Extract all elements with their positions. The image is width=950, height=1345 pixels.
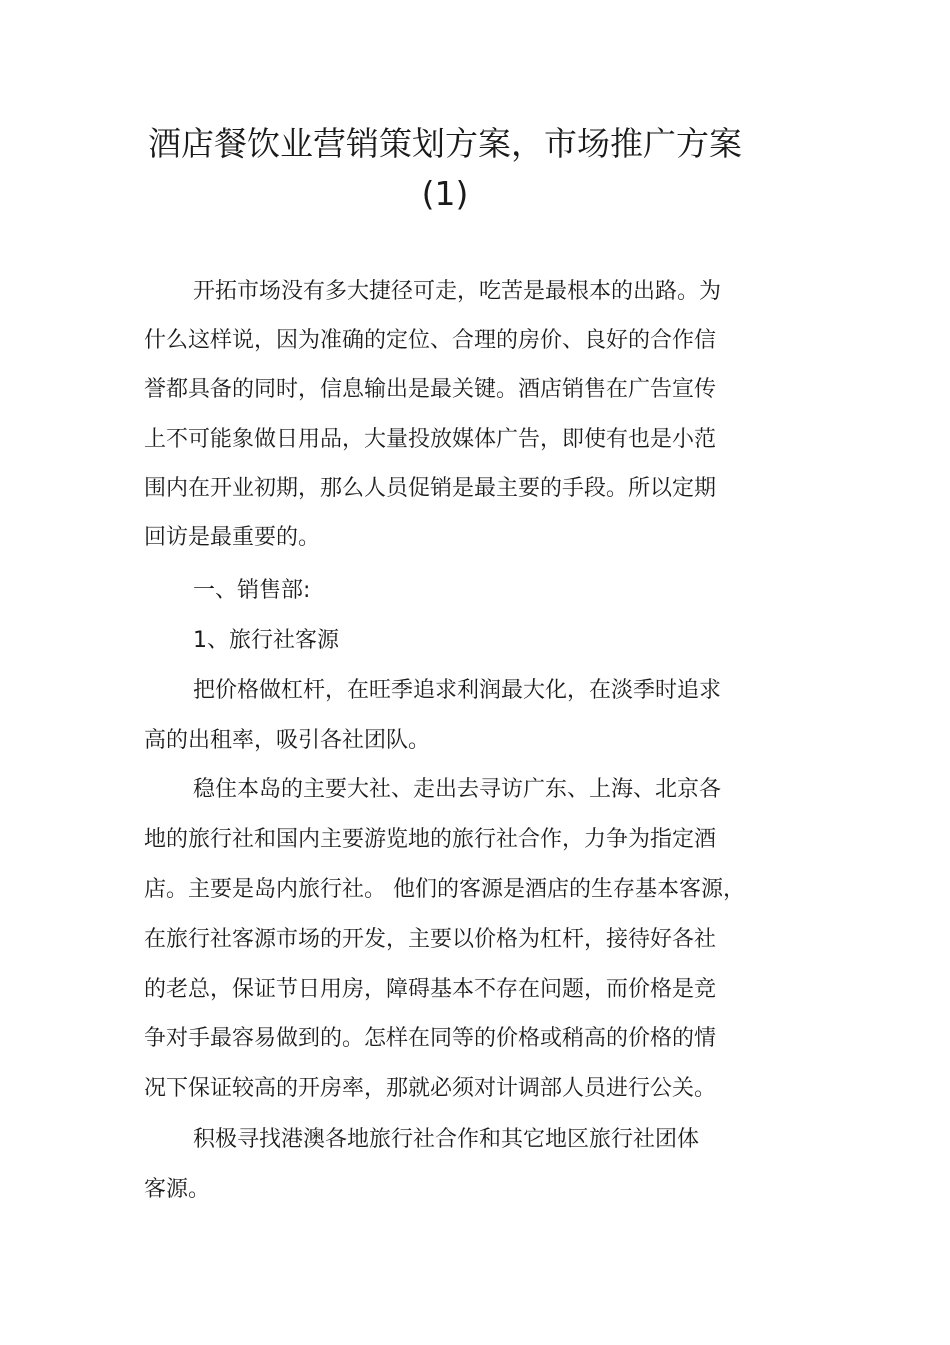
paragraph-line: 地的旅行社和国内主要游览地的旅行社合作，力争为指定酒 [144,827,717,852]
paragraph-line: 把价格做杠杆，在旺季追求利润最大化，在淡季时追求 [193,678,722,703]
paragraph-line: 积极寻找港澳各地旅行社合作和其它地区旅行社团体 [193,1127,700,1152]
paragraph-line: 的老总，保证节日用房，障碍基本不存在问题，而价格是竞 [144,977,717,1002]
document-title-continued: (1) [421,174,469,213]
subsection-heading: 1、旅行社客源 [193,628,339,653]
paragraph-line: 客源。 [144,1177,211,1202]
paragraph-line: 争对手最容易做到的。怎样在同等的价格或稍高的价格的情 [144,1026,717,1051]
paragraph-line: 稳住本岛的主要大社、走出去寻访广东、上海、北京各 [193,777,722,802]
paragraph-line: 上不可能象做日用品，大量投放媒体广告，即使有也是小范 [144,427,717,452]
paragraph-line: 店。主要是岛内旅行社。 他们的客源是酒店的生存基本客源， [144,877,745,902]
paragraph-line: 什么这样说，因为准确的定位、合理的房价、良好的合作信 [144,328,717,353]
document-title: 酒店餐饮业营销策划方案，市场推广方案 [148,124,742,163]
paragraph-line: 开拓市场没有多大捷径可走，吃苦是最根本的出路。为 [193,279,722,304]
paragraph-line: 回访是最重要的。 [144,525,321,550]
section-heading: 一、销售部: [193,578,311,603]
paragraph-line: 围内在开业初期，那么人员促销是最主要的手段。所以定期 [144,476,717,501]
paragraph-line: 高的出租率，吸引各社团队。 [144,728,431,753]
paragraph-line: 誉都具备的同时，信息输出是最关键。酒店销售在广告宣传 [144,377,717,402]
paragraph-line: 况下保证较高的开房率，那就必须对计调部人员进行公关。 [144,1076,717,1101]
paragraph-line: 在旅行社客源市场的开发，主要以价格为杠杆，接待好各社 [144,927,717,952]
